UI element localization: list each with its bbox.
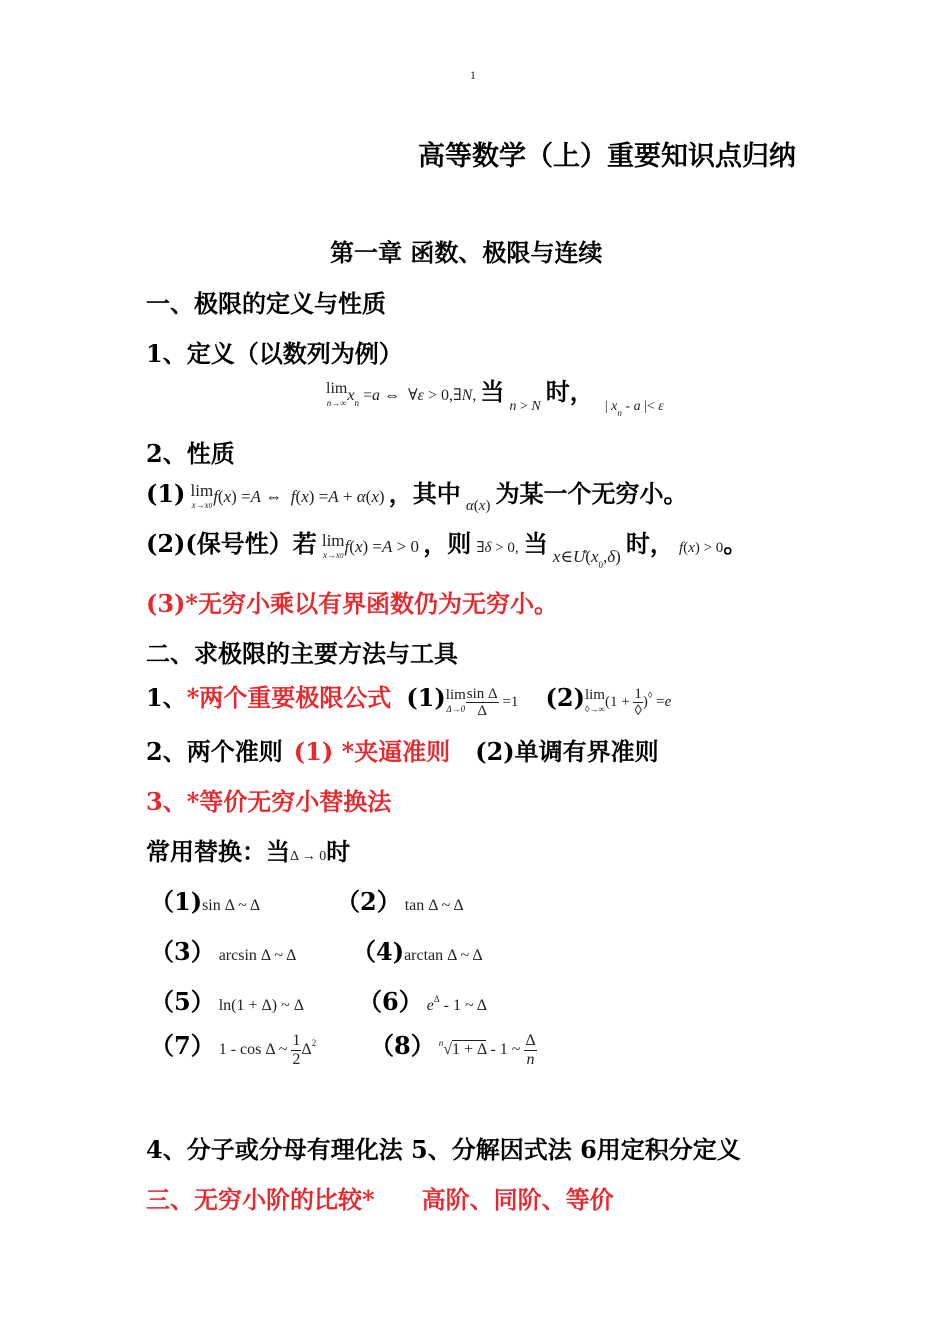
eq-label-3: （3） — [150, 937, 215, 966]
equiv-7 — [150, 1026, 316, 1068]
property-2 — [146, 524, 747, 570]
def-when: 当 — [480, 377, 505, 406]
p2-end: 。 — [723, 529, 748, 558]
page-title: 高等数学（上）重要知识点归纳 — [418, 141, 796, 172]
eq-4-formula: arctan Δ ~ Δ — [404, 947, 483, 964]
equiv-3 — [150, 932, 296, 967]
m1-f1-label: (1) — [406, 683, 446, 712]
eq-5-formula: ln(1 + Δ) ~ Δ — [218, 997, 305, 1014]
alpha-x: α(x) — [465, 498, 491, 514]
limit-e-formula: lim ◊→∞ (1 + $\frac{1}{◊}$ )◊ =e — [584, 685, 672, 720]
eq-7-formula: 1 - cos Δ ~ $\frac{1}{2}$ $\Delta^2$ — [218, 1032, 317, 1068]
p1-label: (1) — [146, 479, 186, 508]
equiv-8 — [370, 1026, 537, 1068]
eq-3-formula: arcsin Δ ~ Δ — [218, 947, 297, 964]
m2-tail: (2)单调有界准则 — [475, 737, 659, 766]
neighborhood: $x\in Ů(x_0,\delta)$ — [552, 547, 621, 570]
eq-6-formula: $e^\Delta - 1$ ~ Δ — [426, 994, 487, 1014]
exists-delta: ∃δ > 0, — [476, 540, 519, 556]
def-time: 时， — [545, 377, 594, 406]
definition-heading: 1、定义（以数列为例） — [146, 339, 403, 368]
eq-label-7: （7） — [150, 1031, 215, 1060]
s3-tail: 高阶、同阶、等价 — [421, 1185, 614, 1214]
delta-to-zero: Δ → 0 — [290, 849, 327, 864]
p1-text-a: ，其中 — [388, 479, 461, 508]
p2-text-b: 当 — [523, 529, 548, 558]
eq-8-formula: $^n$√1 + Δ - 1 ~ $\frac{\Delta}{n}$ — [438, 1032, 536, 1068]
chapter-title: 第一章 函数、极限与连续 — [330, 238, 603, 267]
limit-sin-formula: lim Δ→0 $\frac{\text{sin Δ}}{\Delta}$ =1 — [445, 685, 519, 720]
section-3-heading — [146, 1180, 614, 1215]
p2-formula: lim x→x0 f(x) =A > 0 — [321, 531, 424, 560]
eq-label-8: （8） — [370, 1031, 435, 1060]
eq-label-4: （4) — [352, 937, 405, 966]
eq-label-2: （2） — [336, 887, 401, 916]
properties-heading: 2、性质 — [146, 439, 235, 468]
common-suffix: 时 — [326, 837, 351, 866]
eq-2-formula: tan Δ ~ Δ — [404, 897, 464, 914]
common-replacements — [146, 832, 350, 867]
epsilon-condition: | $x_n$ - a |< ε — [604, 399, 664, 418]
p2-label: (2)(保号性）若 — [146, 529, 317, 558]
eq-label-5: （5） — [150, 987, 215, 1016]
s3-heading: 三、无穷小阶的比较* — [146, 1185, 375, 1214]
m1-f2-label: (2) — [545, 683, 585, 712]
page-number: 1 — [470, 68, 476, 82]
eq-1-formula: sin Δ ~ Δ — [202, 897, 261, 914]
method-3: 3、*等价无穷小替换法 — [146, 787, 392, 816]
equiv-2 — [336, 882, 464, 917]
f-positive: f(x) > 0 — [679, 540, 724, 556]
section-1-heading: 一、极限的定义与性质 — [146, 289, 386, 318]
p1-text-b: 为某一个无穷小。 — [495, 479, 688, 508]
m2-prefix: 2、两个准则 — [146, 737, 283, 766]
equiv-4 — [352, 932, 483, 967]
equiv-1 — [150, 882, 260, 917]
p1-formula: lim x→x0 f(x) =A ⇔ f(x) =A + α(x) — [190, 481, 389, 510]
p2-text-a: ，则 — [423, 529, 472, 558]
equiv-6 — [358, 982, 487, 1017]
equiv-5 — [150, 982, 304, 1017]
eq-label-6: （6） — [358, 987, 423, 1016]
p2-text-c: 时， — [625, 529, 674, 558]
method-2 — [146, 732, 659, 767]
m2-red: (1) *夹逼准则 — [293, 737, 451, 766]
definition-formula — [326, 372, 664, 418]
property-3: (3)*无穷小乘以有界函数仍为无穷小。 — [146, 589, 558, 618]
method-1 — [146, 678, 671, 720]
m1-prefix: 1、 — [146, 683, 187, 712]
property-1 — [146, 474, 688, 515]
methods-4-5-6: 4、分子或分母有理化法 5、分解因式法 6用定积分定义 — [146, 1135, 741, 1164]
common-prefix: 常用替换：当 — [146, 837, 290, 866]
section-2-heading: 二、求极限的主要方法与工具 — [146, 639, 458, 668]
m1-red: *两个重要极限公式 — [186, 683, 392, 712]
limit-sequence-formula: lim n→∞ $x_n =a$ ⇔ ∀ε > 0,∃N, — [326, 380, 481, 408]
eq-label-1: （1) — [150, 887, 203, 916]
n-gt-N: n > N — [509, 399, 541, 414]
